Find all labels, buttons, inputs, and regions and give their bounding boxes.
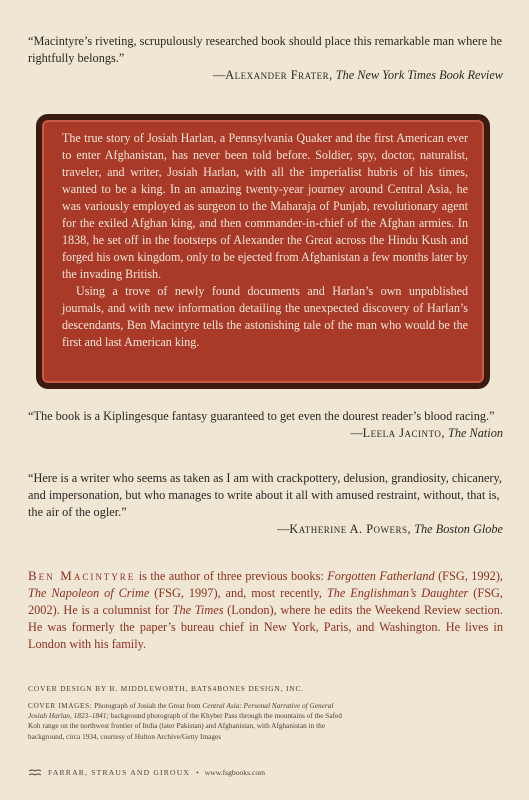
book-description-panel: [36, 114, 490, 389]
publisher-name: FARRAR, STRAUS AND GIROUX: [48, 768, 191, 777]
quote-attribution: [28, 425, 503, 442]
publisher-fish-logo-icon: [28, 769, 42, 777]
cover-images-credit: [28, 701, 348, 742]
review-quote-jacinto: [28, 408, 503, 442]
credit-text: background photograph of the Khyber Pass through the mountains of the Safed Koh range on the northwest frontier of India (later Pakistan) and Afghanistan, with Afghanistan in the background, circa 1934, courtesy of Hulton Archive/Getty Images: [28, 711, 342, 741]
publisher-website: www.fsgbooks.com: [204, 768, 266, 777]
bio-text: is the author of three previous books:: [135, 569, 328, 583]
publication-name: The Boston Globe: [414, 522, 503, 536]
book-title: The Napoleon of Crime: [28, 586, 150, 600]
attribution-dash: —: [212, 68, 226, 82]
quote-text: “The book is a Kiplingesque fantasy guaranteed to get even the dourest reader’s blood racing.”: [28, 409, 495, 423]
bio-text: (London), where he edits the Weekend Review section. He was formerly the paper’s bureau chief in New York, Paris, and Washington. He lives in London with his family.: [28, 603, 503, 651]
quote-text: “Here is a writer who seems as taken as I am with crackpottery, delusion, grandiosity, chicanery, and impersonation, but who manages to write about it all with amused restraint, without, that is, the air of the ogler.”: [28, 471, 502, 519]
book-description: [62, 130, 468, 351]
attribution-dash: —: [350, 426, 363, 440]
publication-name: The Nation: [448, 426, 503, 440]
bio-text: (FSG, 1997), and, most recently,: [149, 586, 327, 600]
cover-design-credit: COVER DESIGN BY B. MIDDLEWORTH, BATS4BONES DESIGN, INC.: [28, 684, 304, 693]
publisher-line: [28, 768, 265, 777]
attribution-dash: —: [277, 522, 290, 536]
credit-text: Photograph of Josiah the Great from: [92, 701, 203, 710]
author-name: Ben Macintyre: [28, 568, 136, 583]
credit-source-title: Central Asia: Personal Narrative of General Josiah Harlan, 1823–1841;: [28, 701, 334, 721]
publication-name: The New York Times Book Review: [335, 68, 503, 82]
quote-attribution: [28, 521, 503, 538]
description-paragraph-2: Using a trove of newly found documents and Harlan’s own unpublished journals, and with new information detailing the unexpected discovery of Harlan’s descendants, Ben Macintyre tells the astonishing tale of the man who would be the first and last American king.: [62, 284, 468, 349]
bio-text: (FSG, 2002). He is a columnist for: [28, 586, 503, 617]
quote-text: “Macintyre’s riveting, scrupulously researched book should place this remarkable man where he rightfully belongs.”: [28, 34, 502, 65]
reviewer-name: Katherine A. Powers,: [289, 522, 412, 536]
description-paragraph-1: The true story of Josiah Harlan, a Pennsylvania Quaker and the first American ever to enter Afghanistan, has never been told before. Soldier, spy, doctor, naturalist, traveler, and writer, Josiah Harlan, with all the imperialist hubris of his times, wanted to be a king. In an amazing twenty-year journey around Central Asia, he was variously employed as surgeon to the Maharaja of Punjab, revolutionary agent for the exiled Afghan king, and then commander-in-chief of the Afghan armies. In 1838, he set off in the footsteps of Alexander the Great across the Hindu Kush and forged his own kingdom, only to be ejected from Afghanistan a few months later by the invading British.: [62, 131, 468, 281]
quote-attribution: [28, 67, 503, 84]
book-title: Forgotten Fatherland: [327, 569, 435, 583]
separator-bullet: •: [196, 768, 199, 777]
review-quote-powers: [28, 470, 503, 538]
reviewer-name: Leela Jacinto,: [362, 426, 445, 440]
newspaper-title: The Times: [172, 603, 224, 617]
author-bio: [28, 567, 503, 653]
bio-text: (FSG, 1992),: [434, 569, 503, 583]
book-title: The Englishman’s Daughter: [326, 586, 469, 600]
reviewer-name: Alexander Frater,: [225, 68, 333, 82]
credit-label: COVER IMAGES:: [28, 701, 93, 710]
review-quote-frater: [28, 33, 503, 84]
